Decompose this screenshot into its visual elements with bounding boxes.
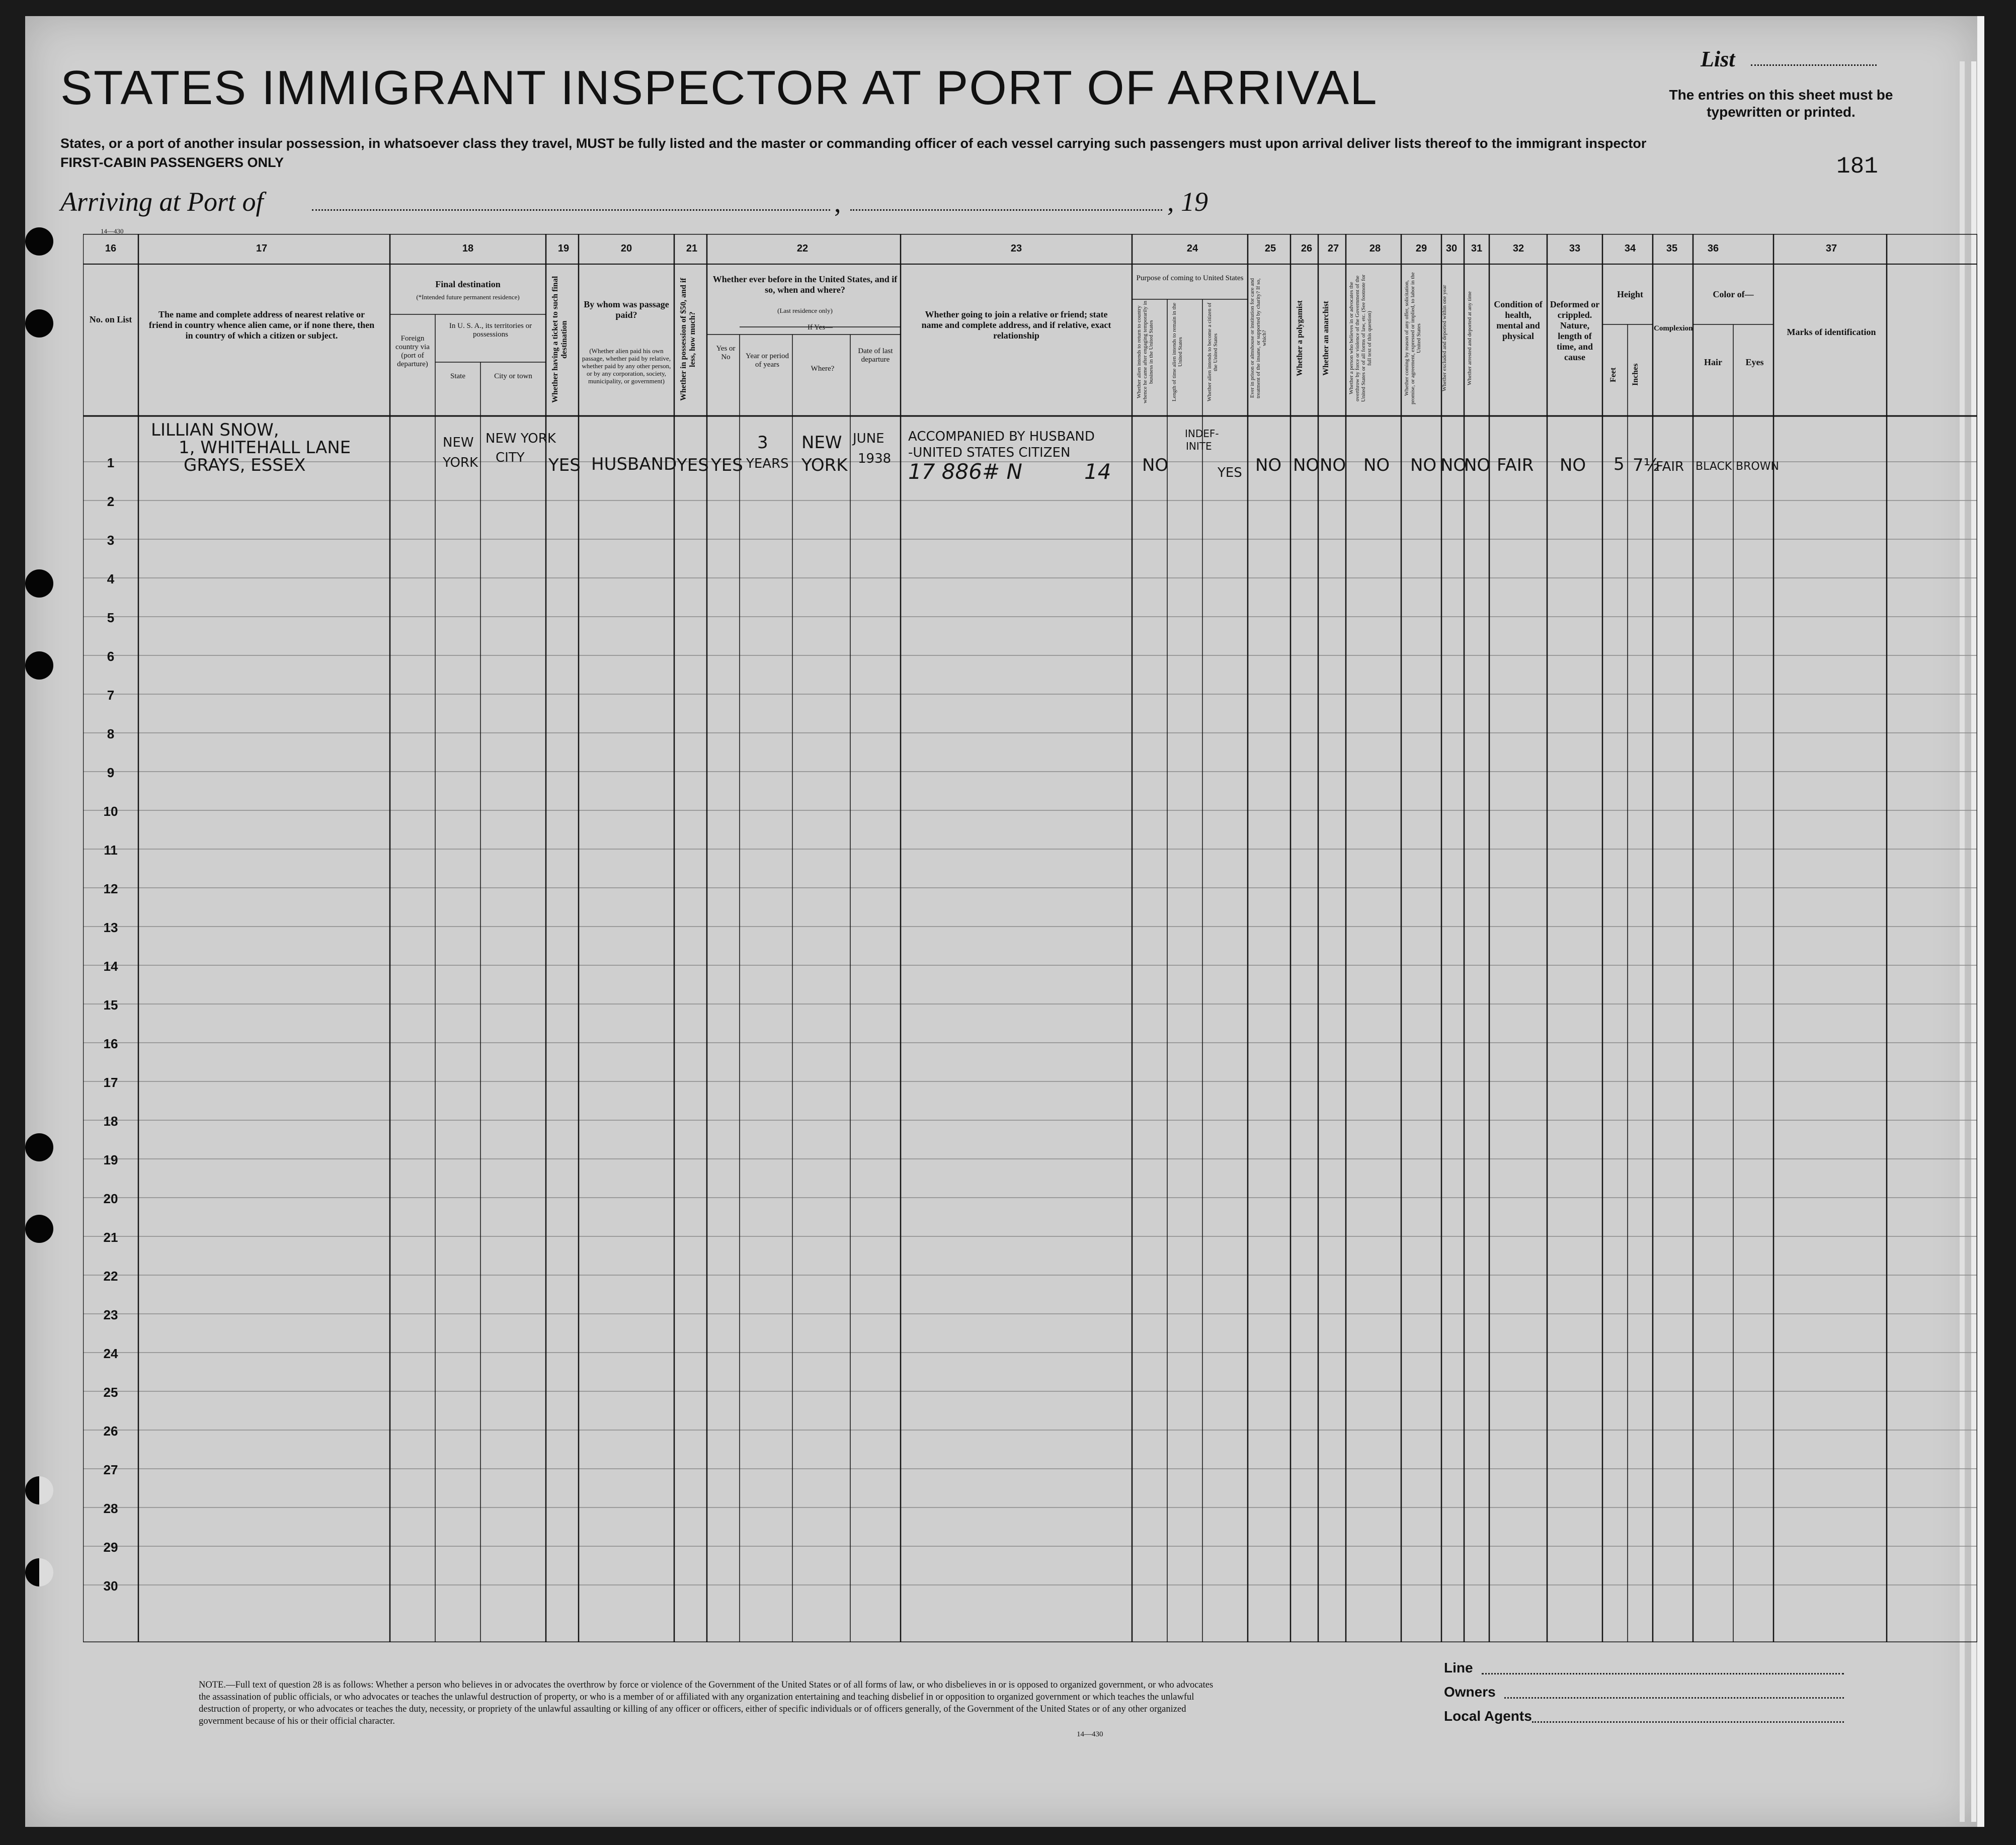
local-agents-label: Local Agents — [1444, 1708, 1532, 1724]
punch-hole — [25, 569, 53, 598]
header-joining-relative: Whether going to join a relative or friend; state name and complete address, and if relative, exact relationship — [921, 309, 1111, 341]
row-number: 26 — [103, 1423, 118, 1439]
entry-where: YORK — [801, 455, 848, 475]
row-number: 3 — [107, 533, 115, 548]
row-number: 9 — [107, 765, 115, 780]
header-prison: Ever in prison or almshouse or institution for care and treatment of the insane, or supported by charity? If so, which? — [1249, 278, 1267, 398]
punch-hole — [25, 1558, 53, 1586]
footnote-question-28: NOTE.—Full text of question 28 is as follows: Whether a person who believes in or advocates the overthrow by force or violence of the Government of the United States or of all forms of law, or who disbelieves in or is opposed to organized government, or who advocates the assassination of public officials, or who advocates or teaches the unlawful destruction of property, or who is a member of or affiliated with any organization entertaining and teaching disbelief in or opposition to organized government or which teaches the unlawful destruction of property, or who advocates or teaches the duty, necessity, or propriety of the unlawful assaulting or killing of any officer or officers, either of specific individuals or of officers generally, of the Government of the United States or of any other organized government because of his or their official character. — [199, 1680, 1214, 1726]
entry-before-in-us: YES — [711, 455, 743, 475]
header-ever-before-us: Whether ever before in the United States, and if so, when and where? — [712, 274, 898, 295]
row-number: 24 — [103, 1346, 118, 1361]
entry-state: NEW — [443, 435, 474, 450]
row-number: 21 — [103, 1230, 118, 1245]
column-number: 23 — [1010, 243, 1022, 254]
entry-relative-street: 1, WHITEHALL LANE — [179, 438, 351, 458]
column-number: 18 — [462, 243, 474, 254]
punch-hole — [25, 227, 53, 256]
entry-joining: -UNITED STATES CITIZEN — [908, 445, 1071, 460]
header-hair: Hair — [1704, 357, 1722, 367]
arriving-port-field[interactable] — [312, 209, 830, 211]
row-number: 23 — [103, 1307, 118, 1322]
entry-eyes: BROWN — [1736, 460, 1779, 473]
entry-last-departure: JUNE — [853, 431, 884, 446]
header-marks: Marks of identification — [1787, 327, 1876, 337]
row-number: 18 — [103, 1114, 118, 1129]
header-intends-return: Whether alien intends to return to country whence he came after engaging temporarily in business in the United States — [1136, 301, 1154, 404]
entry-joining-annotation: 17 886# N — [908, 459, 1022, 484]
entry-arrested: NO — [1464, 455, 1491, 475]
row-number: 22 — [103, 1269, 118, 1284]
row-number: 28 — [103, 1501, 118, 1516]
row-number: 30 — [103, 1578, 118, 1594]
header-purpose: Purpose of coming to United States — [1136, 274, 1244, 282]
entry-complexion: FAIR — [1656, 459, 1684, 474]
row-number: 16 — [103, 1036, 118, 1051]
header-inches: Inches — [1631, 363, 1640, 386]
entry-period: 3 — [757, 433, 768, 453]
entry-joining: ACCOMPANIED BY HUSBAND — [908, 429, 1095, 444]
owners-field[interactable] — [1504, 1697, 1844, 1699]
entry-period: YEARS — [746, 456, 789, 471]
column-number: 36 — [1707, 243, 1719, 254]
header-foreign-country: Foreign country via (port of departure) — [395, 334, 430, 368]
column-number: 19 — [557, 243, 570, 254]
header-excluded: Whether excluded and deported within one year — [1441, 285, 1447, 392]
row-number: 5 — [107, 610, 115, 625]
entry-purpose-return: NO — [1142, 455, 1169, 475]
entry-labor-offer: NO — [1410, 455, 1437, 475]
entry-length-stay: INITE — [1186, 440, 1212, 452]
entry-city: NEW YORK — [486, 431, 556, 446]
header-length-stay: Length of time alien intends to remain in the United States — [1171, 302, 1183, 402]
arrival-date-field[interactable] — [850, 209, 1162, 211]
header-color-of: Color of— — [1713, 289, 1754, 299]
entry-anarchist: NO — [1320, 455, 1346, 475]
row-number: 17 — [103, 1075, 118, 1090]
entry-relative-town: GRAYS, ESSEX — [184, 455, 306, 475]
row-number: 19 — [103, 1152, 118, 1167]
list-label: List — [1701, 47, 1735, 71]
row-number: 20 — [103, 1191, 118, 1206]
header-ticket: Whether having a ticket to such final destination — [551, 276, 569, 403]
header-labor-offer: Whether coming by reason of any offer, solicitation, promise, or agreement, expressed or implied, to labor in the United States — [1404, 272, 1422, 404]
header-arrested: Whether arrested and deported at any time — [1467, 291, 1473, 385]
owners-label: Owners — [1444, 1684, 1496, 1700]
column-number: 24 — [1186, 243, 1198, 254]
entry-deformed: NO — [1560, 455, 1586, 475]
column-number: 22 — [796, 243, 809, 254]
entry-length-stay: INDEF- — [1185, 428, 1219, 440]
column-number: 21 — [686, 243, 698, 254]
row-number: 6 — [107, 649, 115, 664]
entry-where: NEW — [801, 433, 842, 453]
column-number: 16 — [105, 243, 117, 254]
punch-hole — [25, 1215, 53, 1243]
row-number: 2 — [107, 494, 115, 509]
column-number: 26 — [1301, 243, 1313, 254]
row-number: 29 — [103, 1540, 118, 1555]
entry-polygamist: NO — [1293, 455, 1320, 475]
header-city: City or town — [494, 372, 532, 380]
list-number-field[interactable] — [1751, 64, 1877, 66]
punch-hole — [25, 1133, 53, 1161]
header-complexion: Complexion — [1654, 324, 1693, 332]
column-number: 31 — [1471, 243, 1483, 254]
column-number: 37 — [1825, 243, 1837, 254]
header-eyes: Eyes — [1745, 357, 1764, 367]
entry-height-inches: 7½ — [1633, 455, 1660, 475]
row-number: 4 — [107, 571, 115, 586]
header-fifty-dollars: Whether in possession of $50, and if less, how much? — [679, 278, 697, 401]
entry-citizen-intent: YES — [1218, 465, 1242, 480]
punch-hole — [25, 1476, 53, 1504]
header-list-number: No. on List — [89, 314, 132, 324]
header-deformed: Deformed or crippled. Nature, length of time, and cause — [1550, 299, 1600, 362]
header-final-destination: Final destination — [435, 279, 501, 289]
entry-excluded: NO — [1440, 455, 1467, 475]
entry-prison: NO — [1255, 455, 1282, 475]
entry-passage-paid-by: HUSBAND — [591, 454, 677, 474]
column-number: 29 — [1415, 243, 1427, 254]
column-number: 20 — [620, 243, 632, 254]
entry-hair: BLACK — [1696, 460, 1732, 473]
header-polygamist: Whether a polygamist — [1296, 300, 1304, 376]
row-number: 27 — [103, 1462, 118, 1477]
row-number: 7 — [107, 688, 115, 703]
column-number: 32 — [1512, 243, 1524, 254]
form-code: 14—430 — [1077, 1730, 1103, 1738]
header-passage-paid: By whom was passage paid? — [584, 299, 669, 320]
row-number: 12 — [103, 881, 118, 896]
row-number: 25 — [103, 1385, 118, 1400]
subtitle-text: States, or a port of another insular possession, in whatsoever class they travel, MUST be fully listed and the master or commanding officer of each vessel carrying such passengers must upon arrival deliver lists thereof to the immigrant inspector — [60, 136, 1647, 151]
entry-health: FAIR — [1497, 455, 1534, 475]
row-number: 14 — [103, 959, 118, 974]
row-number: 1 — [107, 455, 115, 470]
header-overthrow: Whether a person who believes in or advocates the overthrow by force or violence of the Government of the United States or of all forms of law, etc. (See footnote for full text of this question) — [1348, 274, 1373, 402]
page-title: STATES IMMIGRANT INSPECTOR AT PORT OF ARRIVAL — [60, 61, 1378, 115]
arriving-port-label: Arriving at Port of — [60, 187, 264, 217]
row-number: 15 — [103, 997, 118, 1013]
cabin-class-label: FIRST-CABIN PASSENGERS ONLY — [60, 155, 284, 170]
row-number: 8 — [107, 726, 115, 741]
header-if-yes: If Yes— — [807, 323, 833, 331]
entry-overthrow: NO — [1363, 455, 1390, 475]
column-number: 33 — [1569, 243, 1581, 254]
entry-joining-annotation: 14 — [1084, 459, 1111, 484]
punch-hole — [25, 651, 53, 680]
page-number: 181 — [1836, 153, 1878, 180]
column-number: 35 — [1666, 243, 1678, 254]
entry-city: CITY — [496, 450, 525, 465]
column-number: 30 — [1445, 243, 1458, 254]
entry-height-feet: 5 — [1614, 454, 1625, 474]
header-nearest-relative: The name and complete address of nearest relative or friend in country whence alien came, or if none there, then in country of which a citizen or subject. — [148, 309, 375, 341]
column-number: 27 — [1327, 243, 1339, 254]
line-label: Line — [1444, 1660, 1473, 1675]
column-number: 28 — [1369, 243, 1381, 254]
line-field[interactable] — [1482, 1673, 1844, 1674]
entry-money: YES — [677, 455, 709, 475]
row-number: 13 — [103, 920, 118, 935]
header-last-residence: (Last residence only) — [777, 307, 833, 314]
header-date-last-departure: Date of last departure — [858, 347, 893, 364]
header-anarchist: Whether an anarchist — [1322, 301, 1330, 376]
row-number: 10 — [103, 804, 118, 819]
comma-separator: , — [834, 188, 841, 218]
typewritten-notice: The entries on this sheet must be typewritten or printed. — [1669, 87, 1893, 120]
header-become-citizen: Whether alien intends to become a citizen of the United States — [1206, 302, 1219, 402]
column-number: 17 — [256, 243, 268, 254]
entry-last-departure: 1938 — [858, 451, 892, 466]
column-number: 25 — [1264, 243, 1276, 254]
header-feet: Feet — [1609, 367, 1618, 382]
row-number: 11 — [104, 843, 118, 858]
entry-relative-name: LILLIAN SNOW, — [151, 420, 279, 440]
header-health: Condition of health, mental and physical — [1494, 299, 1543, 341]
header-where: Where? — [811, 365, 835, 373]
header-in-usa: In U. S. A., its territories or possessions — [449, 322, 532, 339]
local-agents-field[interactable] — [1532, 1721, 1844, 1723]
header-yes-or-no: Yes or No — [716, 345, 736, 361]
year-label: , 19 — [1167, 187, 1208, 217]
header-period: Year or period of years — [746, 352, 789, 369]
header-state: State — [450, 372, 465, 380]
column-number: 34 — [1624, 243, 1636, 254]
manifest-table — [83, 234, 1977, 1642]
entry-state: YORK — [443, 455, 478, 470]
header-passage-paid-note: (Whether alien paid his own passage, whether paid by relative, whether paid by any other person, or by any corporation, society, municipality, or government) — [582, 347, 671, 385]
header-final-destination-note: (*Intended future permanent residence) — [416, 293, 520, 301]
punch-hole — [25, 309, 53, 338]
form-code: 14—430 — [101, 227, 124, 235]
header-height: Height — [1617, 289, 1643, 299]
entry-ticket: YES — [548, 455, 581, 475]
